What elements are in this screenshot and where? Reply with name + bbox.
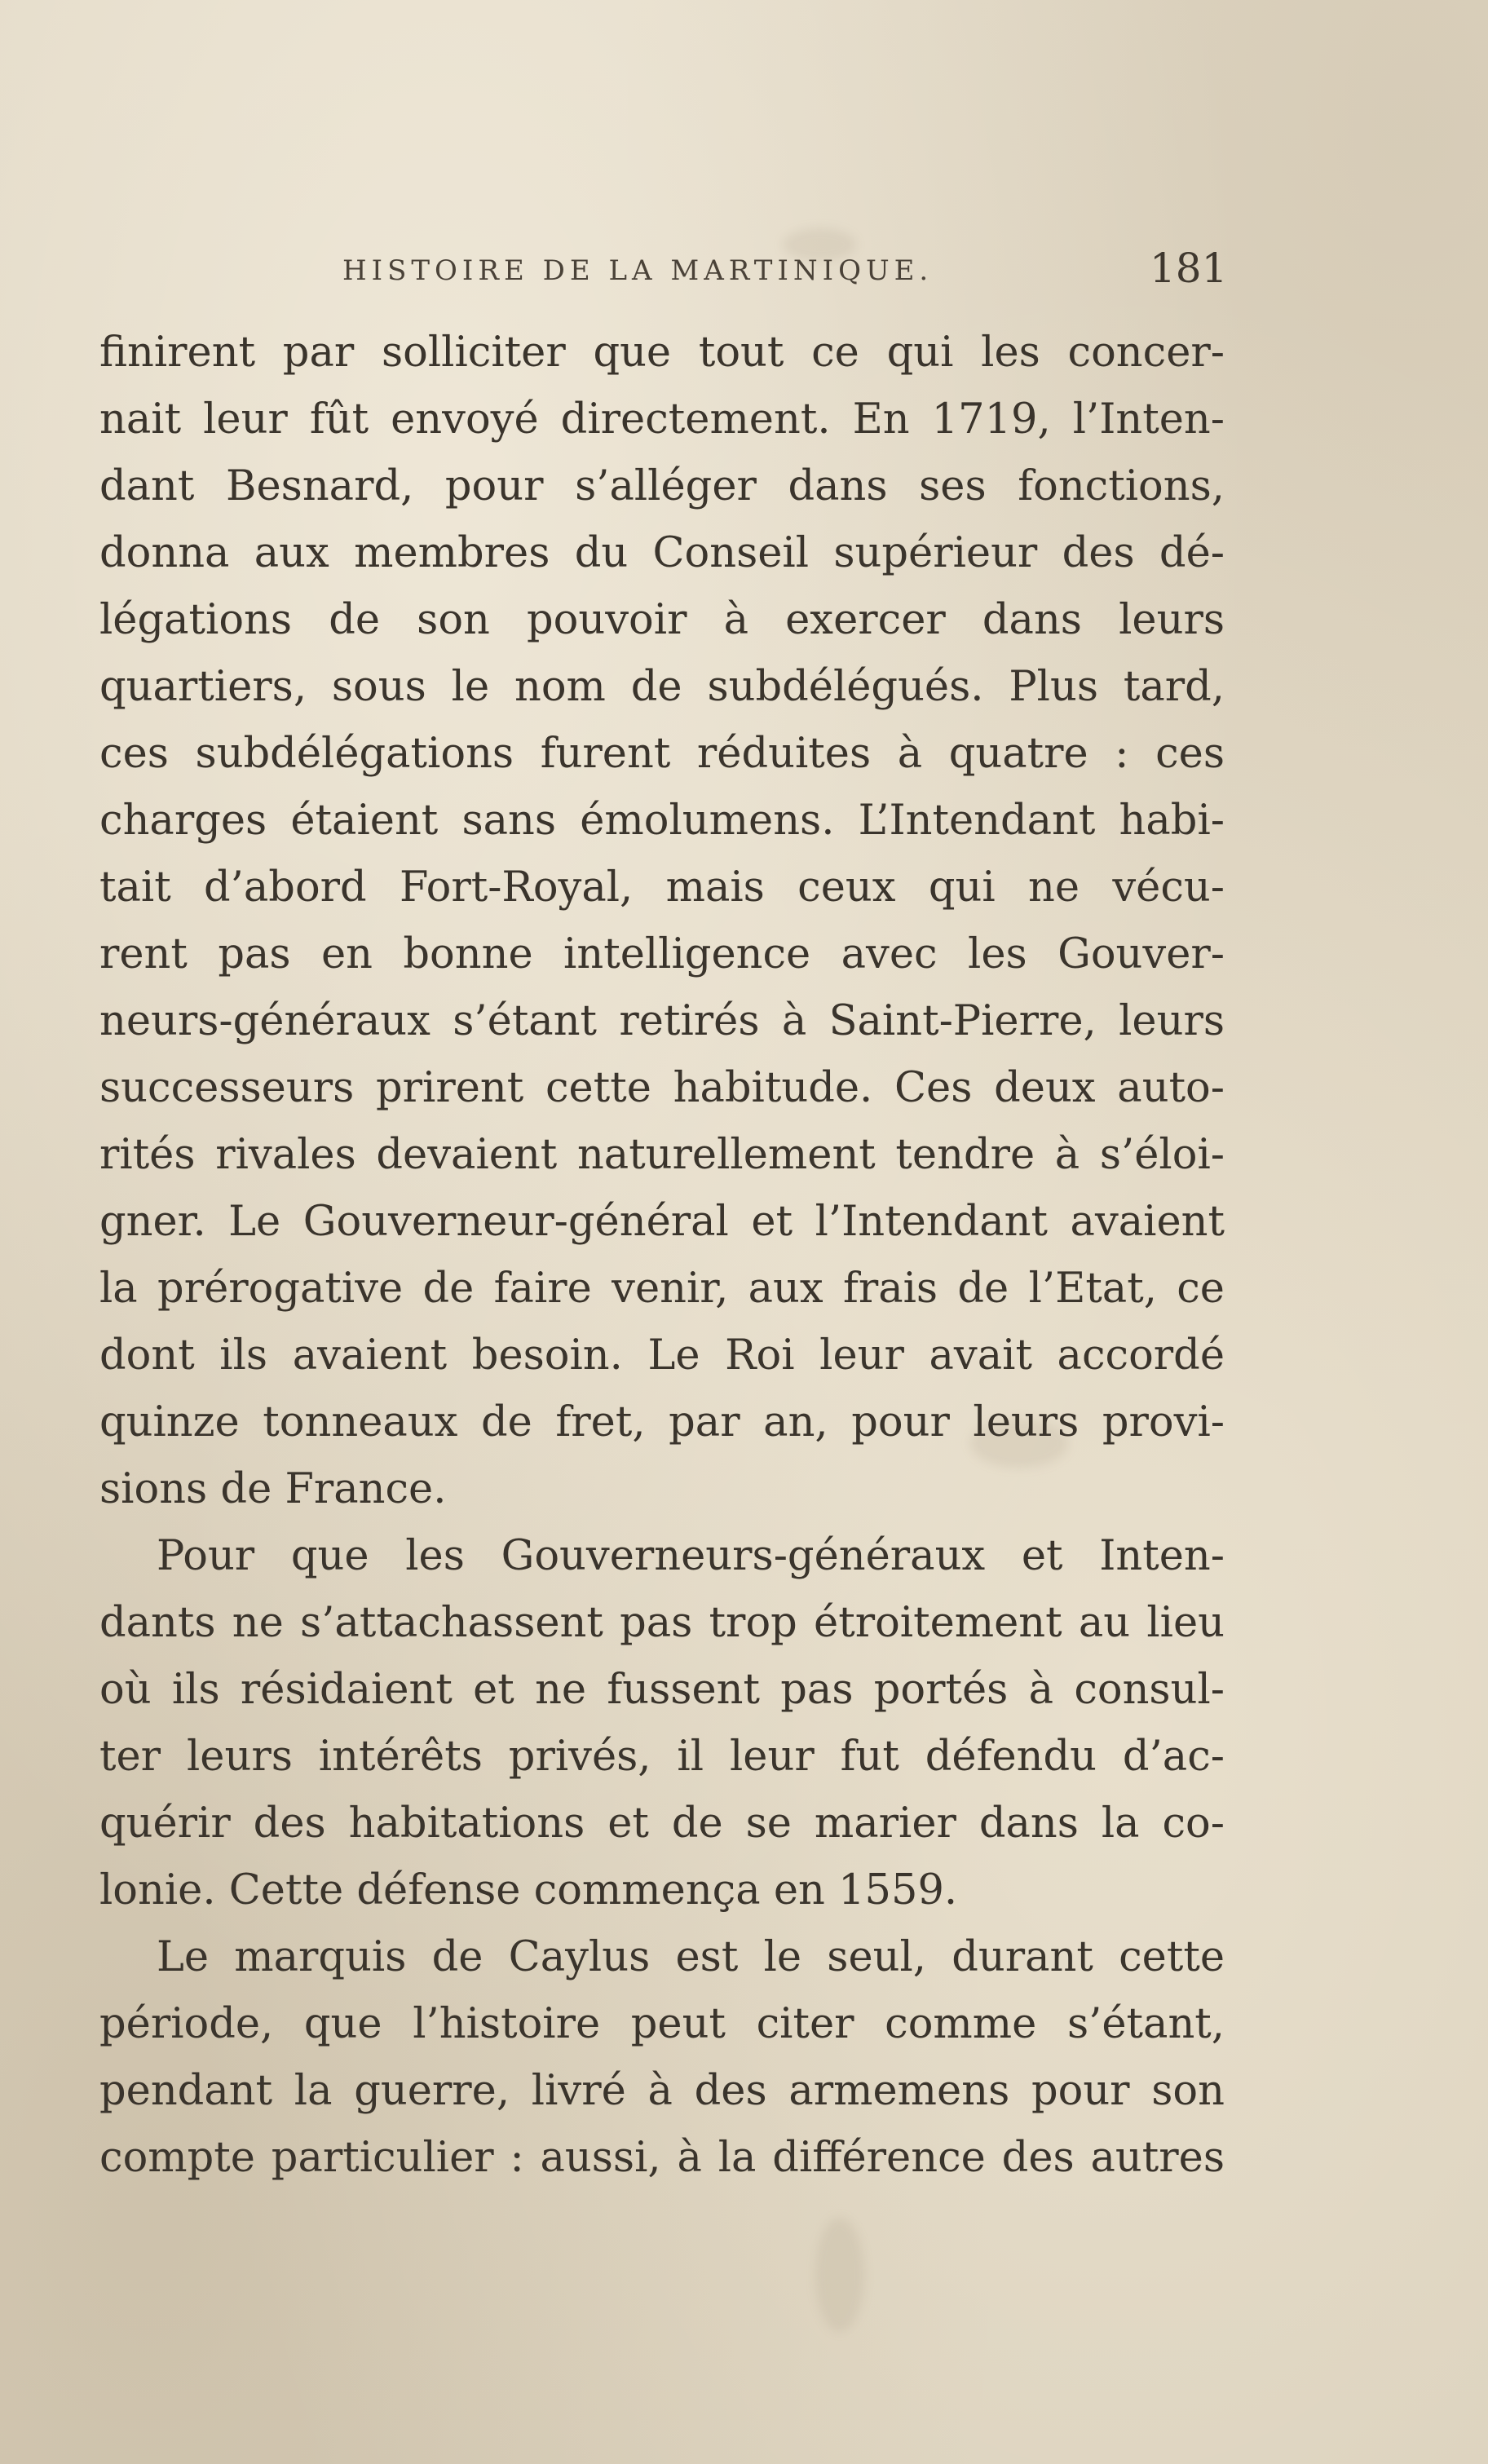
text-line: légations de son pouvoir à exercer dans leurs bbox=[99, 596, 1225, 644]
text-line: finirent par solliciter que tout ce qui les concer- bbox=[99, 329, 1225, 377]
running-title: HISTOIRE DE LA MARTINIQUE. bbox=[342, 254, 934, 287]
text-line: nait leur fût envoyé directement. En 1719, l’Inten- bbox=[99, 395, 1225, 444]
text-line: tait d’abord Fort-Royal, mais ceux qui ne vécu- bbox=[99, 863, 1225, 912]
text-line: gner. Le Gouverneur-général et l’Intendant avaient bbox=[99, 1198, 1225, 1246]
text-line: neurs-généraux s’étant retirés à Saint-Pierre, leurs bbox=[99, 997, 1225, 1045]
text-line: lonie. Cette défense commença en 1559. bbox=[99, 1866, 958, 1914]
running-header bbox=[98, 243, 1243, 292]
text-line: rent pas en bonne intelligence avec les Gouver- bbox=[99, 930, 1225, 978]
text-line: rités rivales devaient naturellement tendre à s’éloi- bbox=[99, 1131, 1225, 1179]
text-line: où ils résidaient et ne fussent pas portés à consul- bbox=[99, 1666, 1225, 1714]
text-line: charges étaient sans émolumens. L’Intendant habi- bbox=[99, 797, 1225, 845]
text-line: quinze tonneaux de fret, par an, pour leurs provi- bbox=[99, 1398, 1225, 1446]
text-line: ces subdélégations furent réduites à quatre : ces bbox=[99, 730, 1225, 778]
text-line: sions de France. bbox=[99, 1465, 447, 1513]
text-line: période, que l’histoire peut citer comme s’étant, bbox=[99, 2000, 1225, 2048]
text-line: Le marquis de Caylus est le seul, durant cette bbox=[157, 1933, 1225, 1981]
text-line: quérir des habitations et de se marier dans la co- bbox=[99, 1799, 1225, 1848]
text-line: compte particulier : aussi, à la différence des autres bbox=[99, 2134, 1225, 2182]
paper-stain bbox=[815, 2218, 864, 2332]
text-line: Pour que les Gouverneurs-généraux et Inten- bbox=[157, 1532, 1225, 1580]
text-line: dants ne s’attachassent pas trop étroitement au lieu bbox=[99, 1599, 1225, 1647]
body-text bbox=[99, 320, 1225, 2192]
text-line: dont ils avaient besoin. Le Roi leur avait accordé bbox=[99, 1331, 1225, 1380]
text-line: pendant la guerre, livré à des armemens pour son bbox=[99, 2067, 1225, 2115]
text-line: donna aux membres du Conseil supérieur des dé- bbox=[99, 529, 1225, 577]
page-number: 181 bbox=[1150, 245, 1228, 292]
text-line: quartiers, sous le nom de subdélégués. Plus tard, bbox=[99, 663, 1225, 711]
text-line: ter leurs intérêts privés, il leur fut défendu d’ac- bbox=[99, 1733, 1225, 1781]
text-line: la prérogative de faire venir, aux frais de l’Etat, ce bbox=[99, 1265, 1225, 1313]
text-line: dant Besnard, pour s’alléger dans ses fonctions, bbox=[99, 462, 1225, 510]
text-line: successeurs prirent cette habitude. Ces deux auto- bbox=[99, 1064, 1225, 1112]
